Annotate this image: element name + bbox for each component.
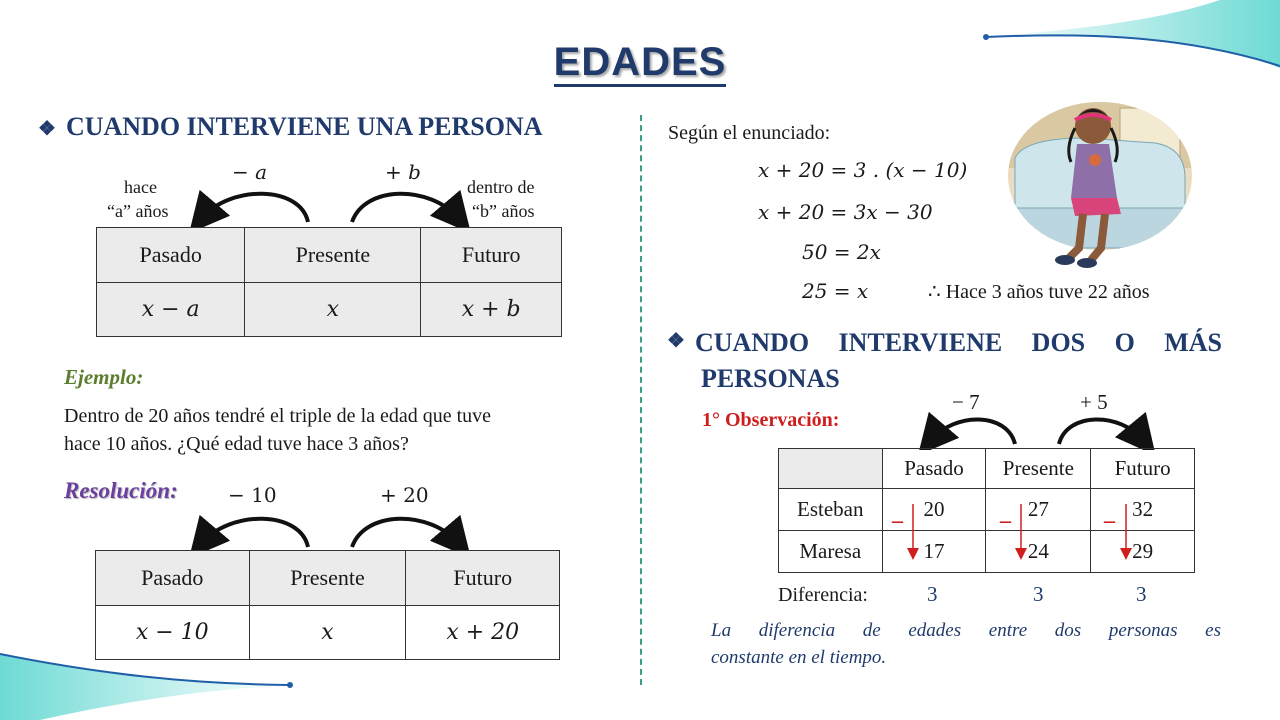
header-presente: Presente [986, 449, 1091, 489]
empty-corner-cell [779, 449, 883, 489]
header-pasado: Pasado [97, 228, 245, 283]
curved-arrow-icon [1059, 419, 1143, 444]
minus-sign-pasado: _ [892, 500, 903, 525]
diamond-bullet-icon: ❖ [667, 330, 685, 352]
value-pasado: x − a [97, 283, 245, 337]
girl-illustration [1005, 98, 1195, 270]
right-note-1: dentro de [467, 177, 535, 197]
esteban-futuro: 32 [1091, 489, 1195, 531]
note-line2: constante en el tiempo. [711, 647, 887, 668]
difference-futuro: 3 [1136, 582, 1147, 606]
header-presente: Presente [249, 551, 406, 606]
row-name-maresa: Maresa [779, 531, 883, 573]
obs-arrow-right-label: + 5 [1080, 390, 1108, 414]
res-arrow-left-label: − 10 [228, 483, 277, 507]
curved-arrows-3 [915, 410, 1165, 450]
solution-intro: Según el enunciado: [668, 122, 831, 144]
equation-3: 50 = 2x [802, 240, 881, 264]
time-table-1 [96, 227, 562, 337]
value-presente: x [249, 606, 406, 660]
arrow-right-label: + b [385, 160, 421, 184]
down-arrows [905, 502, 1145, 560]
curved-arrows-1 [190, 180, 480, 230]
example-label: Ejemplo: [64, 365, 144, 389]
note-line1: La diferencia de edades entre dos personas es [711, 620, 1221, 641]
header-futuro: Futuro [1091, 449, 1195, 489]
difference-presente: 3 [1033, 582, 1044, 606]
time-table-2 [95, 550, 560, 660]
curved-arrow-icon [352, 519, 458, 547]
example-text-line2: hace 10 años. ¿Qué edad tuve hace 3 años? [64, 433, 409, 455]
esteban-pasado: 20 [882, 489, 986, 531]
conclusion-text: ∴ Hace 3 años tuve 22 años [928, 281, 1150, 303]
example-text-line1: Dentro de 20 años tendré el triple de la edad que tuve [64, 405, 492, 427]
res-arrow-right-label: + 20 [380, 483, 429, 507]
value-presente: x [245, 283, 421, 337]
section1-heading-text: CUANDO INTERVIENE UNA PERSONA [65, 112, 543, 141]
diamond-bullet-icon: ❖ [38, 118, 56, 140]
row-name-esteban: Esteban [779, 489, 883, 531]
observation-label: 1° Observación: [702, 409, 840, 431]
minus-sign-futuro: _ [1104, 500, 1115, 525]
maresa-presente: 24 [986, 531, 1091, 573]
curved-arrow-icon [202, 194, 308, 222]
page-title: EDADES [0, 40, 1280, 85]
equation-4: 25 = x [802, 279, 869, 303]
maresa-pasado: 17 [882, 531, 986, 573]
column-divider [640, 115, 642, 685]
value-pasado: x − 10 [96, 606, 250, 660]
arrow-left-label: − a [232, 160, 268, 184]
curved-arrows-2 [190, 505, 480, 553]
obs-arrow-left-label: − 7 [952, 390, 980, 414]
minus-sign-presente: _ [1000, 500, 1011, 525]
curved-arrow-icon [202, 519, 308, 547]
value-futuro: x + 20 [406, 606, 560, 660]
left-note-1: hace [124, 177, 157, 197]
right-note-2: “b” años [472, 201, 535, 221]
section1-heading [38, 112, 542, 142]
curved-arrow-icon [931, 419, 1015, 444]
header-presente: Presente [245, 228, 421, 283]
left-note-2: “a” años [107, 201, 169, 221]
header-futuro: Futuro [406, 551, 560, 606]
equation-1: x + 20 = 3 . (x − 10) [758, 158, 968, 182]
esteban-presente: 27 [986, 489, 1091, 531]
header-pasado: Pasado [882, 449, 986, 489]
value-futuro: x + b [421, 283, 562, 337]
equation-2: x + 20 = 3x − 30 [758, 200, 933, 224]
difference-label: Diferencia: [778, 584, 868, 606]
header-pasado: Pasado [96, 551, 250, 606]
section2-heading [667, 328, 1222, 358]
curved-arrow-icon [352, 194, 458, 222]
section2-heading-line2: PERSONAS [701, 364, 840, 393]
header-futuro: Futuro [421, 228, 562, 283]
section2-heading-line1: CUANDO INTERVIENE DOS O MÁS [694, 328, 1222, 357]
maresa-futuro: 29 [1091, 531, 1195, 573]
resolution-label: Resolución: [64, 478, 178, 503]
difference-pasado: 3 [927, 582, 938, 606]
